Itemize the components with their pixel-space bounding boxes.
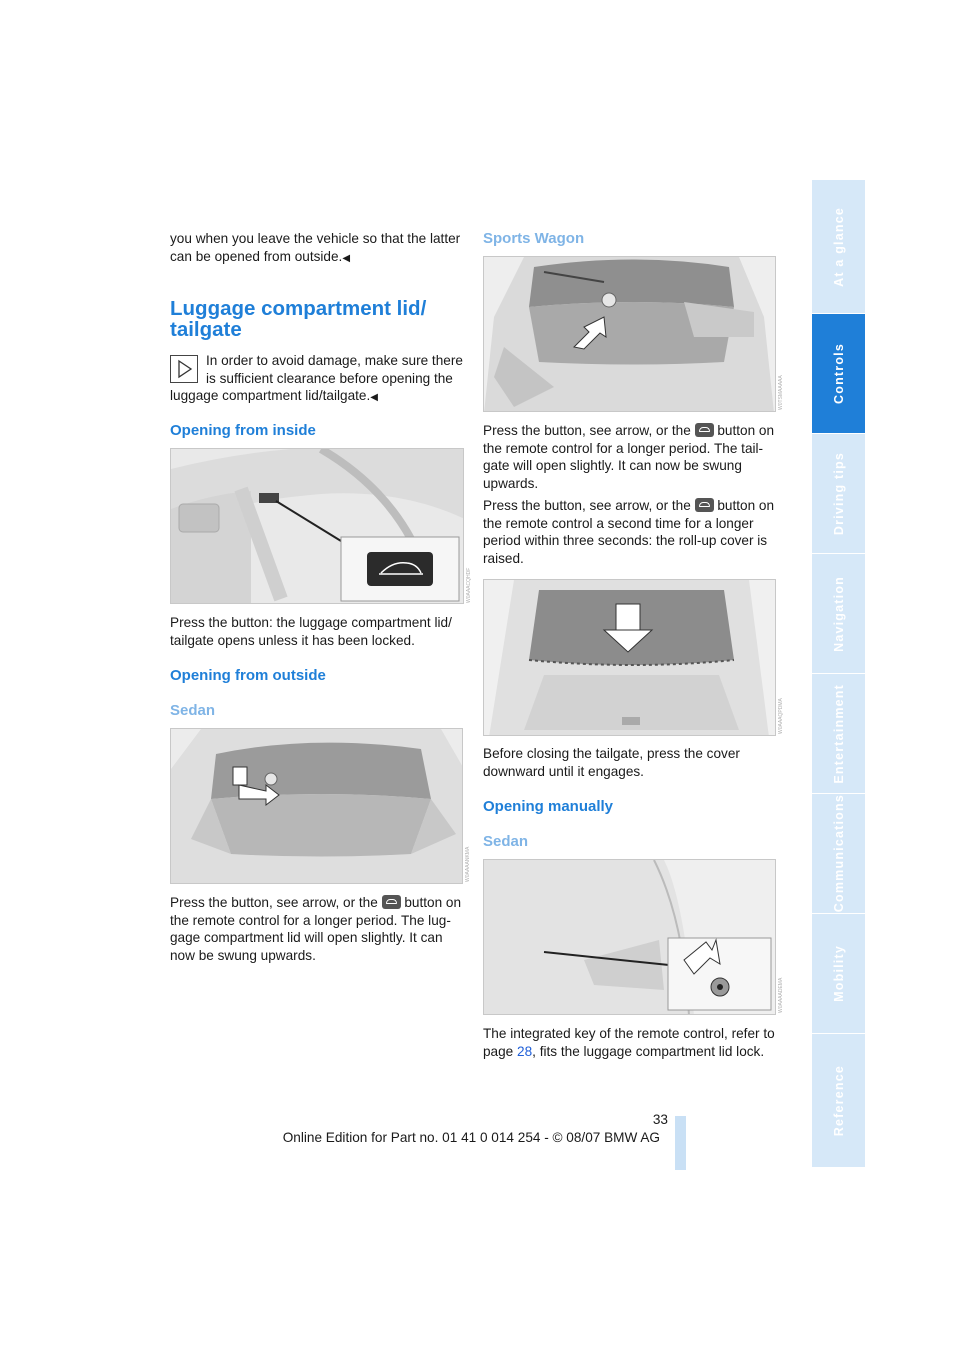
tab-label: Controls <box>831 343 846 404</box>
end-mark-icon: ◀ <box>370 392 378 403</box>
remote-trunk-button-icon <box>695 498 714 512</box>
cargo-cover-illustration <box>483 579 776 736</box>
wagon-text-b-part1: Press the button, see arrow, or the <box>483 498 691 513</box>
opening-outside-heading: Opening from outside <box>170 667 326 684</box>
tab-mobility[interactable] <box>812 914 865 1033</box>
tab-driving-tips[interactable] <box>812 434 865 553</box>
inside-figure-code: W0AAACQHDF <box>466 567 472 603</box>
section-title <box>170 298 470 340</box>
manual-text-part2: , fits the luggage compartment lid lock. <box>532 1043 765 1059</box>
page-28-link[interactable]: 28 <box>517 1043 533 1059</box>
tab-label: Entertainment <box>831 683 846 784</box>
section-title-line1: Luggage compartment lid/ <box>170 297 427 320</box>
sedan-text-part1: Press the button, see arrow, or the <box>170 895 378 910</box>
tab-label: Reference <box>831 1064 846 1137</box>
note-line2: is sufficient clearance before opening the <box>206 370 453 386</box>
tab-controls[interactable] <box>812 314 865 433</box>
intro-paragraph <box>170 230 465 267</box>
sedan-text-part2: button on the remote control for a longer period. The lug- gage compartment lid will open slightly. It can now be swung upwards. <box>170 895 462 963</box>
manual-paragraph <box>483 1025 778 1060</box>
tab-label: Communications <box>831 794 846 913</box>
note-line3: luggage compartment lid/tailgate. <box>170 388 371 403</box>
tab-navigation[interactable] <box>812 554 865 673</box>
opening-manually-heading: Opening manually <box>483 798 614 815</box>
tab-label: At a glance <box>831 206 846 287</box>
sedan-paragraph <box>170 894 465 964</box>
caution-icon <box>170 355 198 383</box>
wagon-paragraph-b <box>483 497 778 567</box>
footer-edition: Online Edition for Part no. 01 41 0 014 254 - © 08/07 BMW AG <box>282 1130 660 1145</box>
remote-trunk-button-icon <box>382 895 401 909</box>
sedan-figure-code: W0AAAANKMA <box>465 846 471 882</box>
tab-label: Mobility <box>831 945 846 1002</box>
inside-button-illustration <box>170 448 464 604</box>
manual-sedan-heading: Sedan <box>483 833 529 850</box>
sports-wagon-heading: Sports Wagon <box>483 230 585 247</box>
tab-communications[interactable] <box>812 794 865 913</box>
tab-entertainment[interactable] <box>812 674 865 793</box>
wagon-text-b-part2: button on the remote control a second time for a longer period within three seconds: the roll-up cover is raised. <box>483 498 775 566</box>
note-paragraph-end <box>170 387 470 407</box>
tab-label: Navigation <box>831 575 846 652</box>
inside-caption: Press the button: the luggage compartment lid/ tailgate opens unless it has been locked. <box>170 615 452 648</box>
tab-at-a-glance[interactable] <box>812 180 865 313</box>
cover-caption: Before closing the tailgate, press the cover downward until it engages. <box>483 746 740 779</box>
wagon-figure-code: W0TSMAAAAA <box>778 375 784 410</box>
footer-bar <box>675 1116 686 1170</box>
sedan-trunk-illustration <box>170 728 463 884</box>
tab-label: Driving tips <box>831 451 846 536</box>
manual-figure-code: W0AAAADEMA <box>778 977 784 1013</box>
wagon-paragraph-a <box>483 422 778 492</box>
note-line1: In order to avoid damage, make sure there <box>206 353 463 368</box>
page-number: 33 <box>652 1112 668 1127</box>
end-mark-icon: ◀ <box>342 252 351 264</box>
wagon-text-a-part2: button on the remote control for a longer period. The tail- gate will open slightly. It can now be swung upwards. <box>483 423 775 491</box>
wagon-text-a-part1: Press the button, see arrow, or the <box>483 423 691 438</box>
note-paragraph <box>206 352 471 387</box>
cover-figure-code: W0AAAQPDMA <box>778 698 784 734</box>
wagon-tailgate-illustration <box>483 256 776 412</box>
manual-text-part1: The integrated key of the remote control, refer to page <box>483 1026 775 1059</box>
remote-trunk-button-icon <box>695 423 714 437</box>
intro-text: you when you leave the vehicle so that the latter can be opened from outside. <box>170 231 461 264</box>
opening-inside-heading: Opening from inside <box>170 422 316 439</box>
manual-lock-illustration <box>483 859 776 1015</box>
sedan-heading: Sedan <box>170 702 216 719</box>
tab-reference[interactable] <box>812 1034 865 1167</box>
section-title-line2: tailgate <box>170 318 242 341</box>
